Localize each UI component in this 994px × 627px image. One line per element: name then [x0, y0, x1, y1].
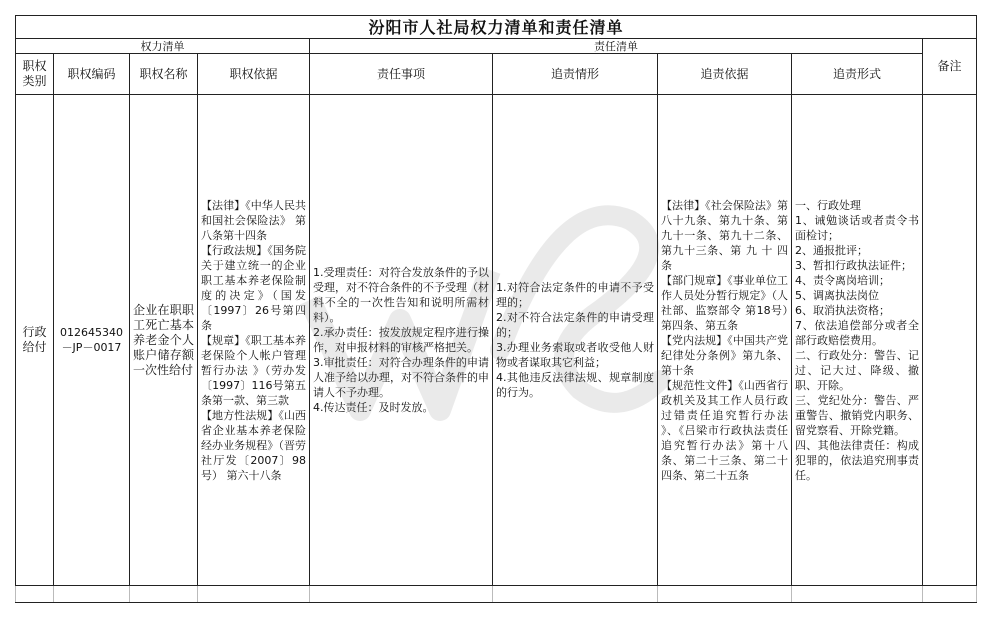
cell-category: 行政 给付 — [16, 95, 54, 586]
empty-cell — [493, 586, 658, 603]
cell-name: 企业在职职工死亡基本养老金个人账户储存额一次性给付 — [130, 95, 198, 586]
header-category: 职权 类别 — [16, 54, 54, 95]
cell-forms: 一、行政处理 1、诫勉谈话或者责令书面检讨； 2、通报批评； 3、暂扣行政执法证件； 4、责令离岗培训； 5、调离执法岗位 6、取消执法资格； 7、依法追偿部分或者全部行政赔偿费用。 二、行政处分：警告、记过、记大过、降级、撤职、开除。 三、党纪处分：警告、严重警告、撤销党内职务、留党察看、开除党籍。 四、其他法律责任：构成犯罪的，依法追究刑事责任。 — [792, 95, 923, 586]
empty-cell — [54, 586, 130, 603]
group-responsibility-list: 责任清单 — [310, 39, 923, 54]
sheet — [15, 15, 976, 603]
header-circumstances: 追责情形 — [493, 54, 658, 95]
empty-cell — [792, 586, 923, 603]
group-power-list: 权力清单 — [16, 39, 310, 54]
header-code: 职权编码 — [54, 54, 130, 95]
page-title: 汾阳市人社局权力清单和责任清单 — [16, 16, 977, 39]
empty-cell — [198, 586, 310, 603]
empty-cell — [658, 586, 792, 603]
cell-remarks — [923, 95, 977, 586]
empty-cell — [130, 586, 198, 603]
empty-cell — [923, 586, 977, 603]
cell-circumstances: 1.对符合法定条件的申请不予受理的； 2.对不符合法定条件的申请受理的； 3.办理业务索取或者收受他人财物或者谋取其它利益； 4.其他违反法律法规、规章制度的行为。 — [493, 95, 658, 586]
header-forms: 追责形式 — [792, 54, 923, 95]
header-name: 职权名称 — [130, 54, 198, 95]
cell-duties: 1.受理责任：对符合发放条件的予以受理，对不符合条件的不予受理（材料不全的一次性告知和说明所需材料）。 2.承办责任：按发放规定程序进行操作，对申报材料的审核严格把关。 3.审批责任：对符合办理条件的申请人准予给以办理，对不符合条件的申请人不予办理。 4.传达责任：及时发放。 — [310, 95, 493, 586]
header-basis: 职权依据 — [198, 54, 310, 95]
header-remarks: 备注 — [923, 39, 977, 95]
header-accountability-basis: 追责依据 — [658, 54, 792, 95]
list-table — [15, 15, 977, 603]
header-duties: 责任事项 — [310, 54, 493, 95]
cell-accountability-basis: 【法律】《社会保险法》第八十九条、第九十条、第九十一条、第九十二条、第九十三条、第 九 十 四 条 【部门规章】《事业单位工作人员处分暂行规定》（人社部、监察部令 第18号）第四条、第五条 【党内法规】《中国共产党纪律处分条例》第九条、第十条 【规范性文件】《山西省行政机关及其工作人员行政过错责任追究暂行办法 》、《吕梁市行政执法责任追究暂行办法》第十八条、第二十三条、第二十四条、第二十五条 — [658, 95, 792, 586]
cell-basis: 【法律】《中华人民共和国社会保险法》 第八条第十四条 【行政法规】《国务院关于建立统一的企业职工基本养老保险制度的决定》（国发〔1997〕26号第四条 【规章】《职工基本养老保险个人帐户管理暂行办法 》（劳办发〔1997〕116号第五条第一款、第三款 【地方性法规】《山西省企业基本养老保险经办业务规程》（晋劳社厅发〔2007〕98号） 第六十八条 — [198, 95, 310, 586]
cell-code: 012645340 －JP－0017 — [54, 95, 130, 586]
empty-cell — [16, 586, 54, 603]
empty-cell — [310, 586, 493, 603]
